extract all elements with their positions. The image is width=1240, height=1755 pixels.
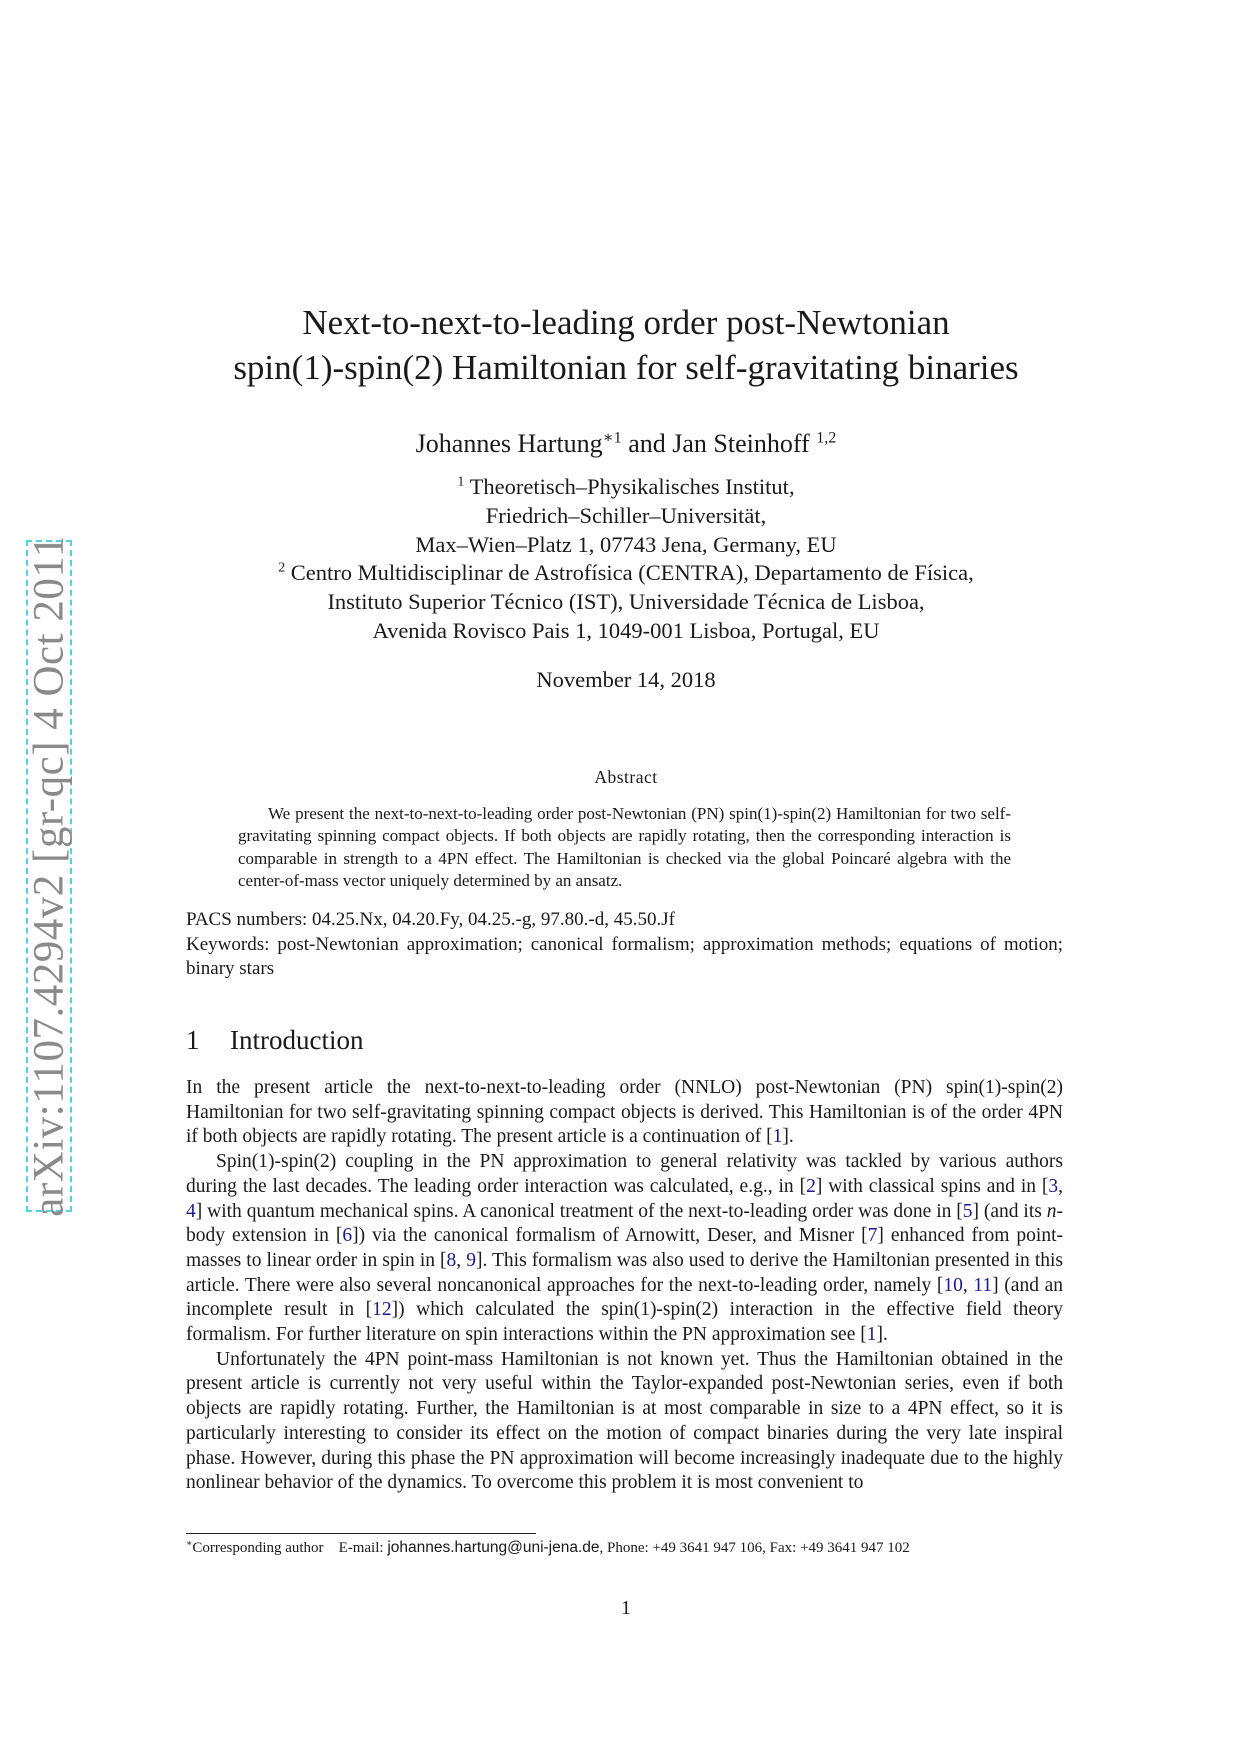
- citation-link[interactable]: 12: [372, 1299, 392, 1321]
- abstract-heading: Abstract: [594, 767, 658, 787]
- citation-link[interactable]: 1: [866, 1324, 877, 1346]
- citation-link[interactable]: 9: [466, 1249, 476, 1271]
- affiliation-2-mark: 2: [278, 560, 286, 576]
- citation-link[interactable]: 4: [186, 1200, 196, 1222]
- page-number: 1: [621, 1597, 631, 1619]
- paper-title: [186, 300, 1066, 390]
- introduction-body: [186, 1076, 1063, 1496]
- affiliation-1-line-1: $^1$ Theoretisch–Physikalisches Institut,: [457, 474, 795, 499]
- abstract-text: We present the next-to-next-to-leading order post-Newtonian (PN) spin(1)-spin(2) Hamiltonian for two self-gravitating spinning compact objects. If both objects are rapidly rotating, then the corresponding interaction is comparable in strength to a 4PN effect. The Hamiltonian is checked via the global Poincaré algebra with the center-of-mass vector uniquely determined by an ansatz.: [238, 804, 1011, 891]
- citation-link[interactable]: 7: [867, 1225, 878, 1247]
- paragraph-2: Spin(1)-spin(2) coupling in the PN approximation to general relativity was tackled by various authors during the last decades. The leading order interaction was calculated, e.g., in [2] with classical spins and in [3, 4] with quantum mechanical spins. A canonical treatment of the next-to-leading order was done in [5] (and its n-body extension in [6]) via the canonical formalism of Arnowitt, Deser, and Misner [7] enhanced from point-masses to linear order in spin in [8, 9]. This formalism was also used to derive the Hamiltonian presented in this article. There were also several noncanonical approaches for the next-to-leading order, namely [10, 11] (and an incomplete result in [12]) which calculated the spin(1)-spin(2) interaction in the effective field theory formalism. For further literature on spin interactions within the PN approximation see [1].: [186, 1151, 1064, 1346]
- author-list: [186, 428, 1066, 460]
- affiliation-2-line-2: Instituto Superior Técnico (IST), Universidade Técnica de Lisboa,: [327, 589, 925, 615]
- affiliation-2-line-1: $^2$ Centro Multidisciplinar de Astrofísica (CENTRA), Departamento de Física,: [278, 560, 974, 586]
- arxiv-stamp-text: arXiv:1107.4294v2 [gr-qc] 4 Oct 2011: [25, 535, 73, 1217]
- title-line-1: Next-to-next-to-leading order post-Newtonian: [302, 303, 950, 342]
- citation-link[interactable]: 8: [446, 1249, 457, 1271]
- affiliation-2-line-3: Avenida Rovisco Pais 1, 1049-001 Lisboa, Portugal, EU: [372, 617, 880, 643]
- author-connector: and: [621, 429, 673, 458]
- author-2-affil-mark: 1,2: [816, 429, 837, 447]
- paragraph-1: In the present article the next-to-next-to-leading order (NNLO) post-Newtonian (PN) spin(1)-spin(2) Hamiltonian for two self-gravitating spinning compact objects is derived. This Hamiltonian is of the order 4PN if both objects are rapidly rotating. The present article is a continuation of [1].: [186, 1077, 1063, 1148]
- footnote-label: Corresponding author: [192, 1540, 324, 1556]
- affiliation-1-mark: 1: [457, 474, 465, 490]
- footnote-mark: ∗: [186, 1539, 193, 1549]
- paragraph-3: Unfortunately the 4PN point-mass Hamiltonian is not known yet. Thus the Hamiltonian obtained in the present article is currently not very useful within the Taylor-expanded post-Newtonian series, even if both objects are rapidly rotating. Further, the Hamiltonian is at most comparable in size to a 4PN effect, so it is particularly interesting to consider its effect on the motion of compact binaries during the very late inspiral phase. However, during this phase the PN approximation will become increasingly inadequate due to the highly nonlinear behavior of the dynamics. To overcome this problem it is most convenient to: [186, 1348, 1063, 1494]
- citation-link[interactable]: 6: [342, 1225, 353, 1247]
- math-n: n: [1046, 1200, 1057, 1222]
- citation-link[interactable]: 3: [1048, 1175, 1059, 1197]
- keywords: Keywords: post-Newtonian approximation; canonical formalism; approximation methods; equations of motion; binary stars: [186, 933, 1063, 979]
- title-line-2: spin(1)-spin(2) Hamiltonian for self-gravitating binaries: [233, 348, 1019, 387]
- affiliations: [186, 473, 1066, 646]
- author-2: Jan Steinhoff: [672, 429, 810, 458]
- section-title: Introduction: [230, 1025, 364, 1055]
- footnote-divider: [186, 1533, 536, 1534]
- citation-link[interactable]: 2: [806, 1175, 816, 1197]
- footnote-email[interactable]: johannes.hartung@uni-jena.de: [387, 1539, 600, 1556]
- affiliation-1-line-3: Max–Wien–Platz 1, 07743 Jena, Germany, EU: [415, 531, 837, 557]
- footnote-email-label: E-mail:: [338, 1540, 388, 1556]
- paper-metadata: [186, 908, 1063, 982]
- citation-link[interactable]: 11: [973, 1274, 993, 1296]
- citation-link[interactable]: 1: [772, 1126, 783, 1148]
- section-heading: [186, 1023, 363, 1057]
- affiliation-1-line-2: Friedrich–Schiller–Universität,: [485, 502, 767, 528]
- pacs-numbers: PACS numbers: 04.25.Nx, 04.20.Fy, 04.25.-g, 97.80.-d, 45.50.Jf: [186, 909, 675, 930]
- footnote-contact: , Phone: +49 3641 947 106, Fax: +49 3641 947 102: [599, 1540, 910, 1556]
- footnote: [186, 1538, 1086, 1558]
- arxiv-stamp: [25, 535, 73, 1217]
- author-1: Johannes Hartung: [415, 429, 603, 458]
- citation-link[interactable]: 10: [943, 1274, 963, 1296]
- author-1-affil-mark: ∗1: [602, 429, 622, 447]
- citation-link[interactable]: 5: [962, 1200, 973, 1222]
- paper-date: November 14, 2018: [536, 667, 716, 692]
- section-number: 1: [186, 1025, 200, 1055]
